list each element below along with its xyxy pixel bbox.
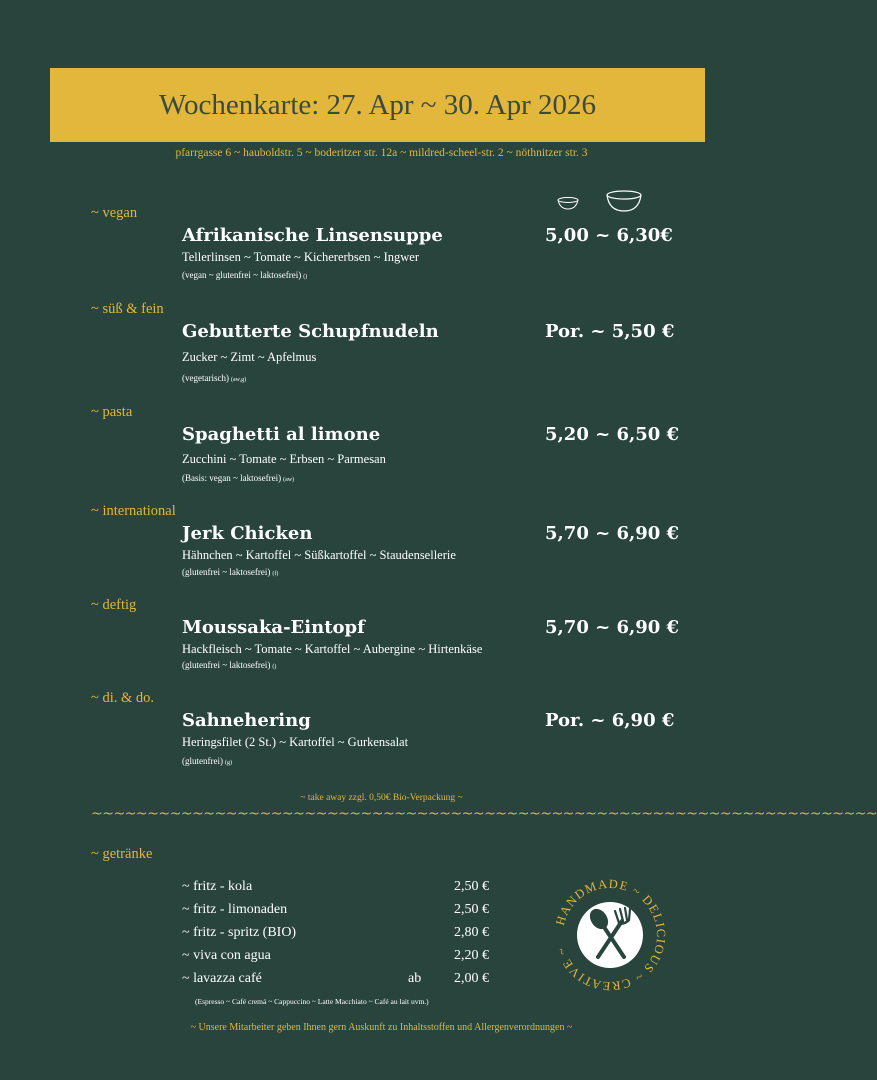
allergen-tag: (f) xyxy=(272,571,279,577)
diet-text: (glutenfrei ~ laktosefrei) xyxy=(182,660,271,670)
takeaway-note: ~ take away zzgl. 0,50€ Bio-Verpackung ~ xyxy=(300,793,463,803)
diet-text: (vegan ~ glutenfrei ~ laktosefrei) xyxy=(182,270,302,280)
drink-name: ~ viva con agua xyxy=(182,948,271,963)
small-bowl-icon xyxy=(556,196,580,212)
dish-price: Por. ~ 6,90 € xyxy=(545,710,675,731)
drink-price: 2,80 € xyxy=(454,925,489,940)
drink-price-prefix: ab xyxy=(408,971,422,986)
allergen-tag: () xyxy=(272,664,277,670)
dish-description: Heringsfilet (2 St.) ~ Kartoffel ~ Gurkensalat xyxy=(182,735,409,749)
dish-name: Afrikanische Linsensuppe xyxy=(182,225,443,246)
allergen-tag: (aw) xyxy=(283,477,295,483)
diet-text: (glutenfrei ~ laktosefrei) xyxy=(182,567,271,577)
dish-diet-note xyxy=(182,270,307,280)
drink-name: ~ lavazza café xyxy=(182,971,262,986)
page-title: Wochenkarte: 27. Apr ~ 30. Apr 2026 xyxy=(159,88,596,121)
dish-price: 5,70 ~ 6,90 € xyxy=(545,617,680,638)
dish-diet-note xyxy=(182,660,276,670)
drink-price: 2,50 € xyxy=(454,902,489,917)
handmade-logo xyxy=(548,873,672,997)
drink-price: 2,20 € xyxy=(454,948,489,963)
diet-text: (glutenfrei) xyxy=(182,756,223,766)
dish-name: Spaghetti al limone xyxy=(182,424,381,445)
tilde-divider: ~~~~~~~~~~~~~~~~~~~~~~~~~~~~~~~~~~~~~~~~~~~~~~~~~~~~~~~~~~~~~~~~~~~~~~ xyxy=(91,806,877,822)
diet-text: (Basis: vegan ~ laktosefrei) xyxy=(182,473,282,483)
drink-name: ~ fritz - limonaden xyxy=(182,902,288,917)
allergen-tag: (g) xyxy=(224,760,232,766)
drink-price: 2,00 € xyxy=(454,971,489,986)
dish-name: Gebutterte Schupfnudeln xyxy=(182,321,439,342)
dish-name: Jerk Chicken xyxy=(182,523,313,544)
drink-price: 2,50 € xyxy=(454,879,489,894)
dish-diet-note xyxy=(182,373,246,383)
category-label: ~ pasta xyxy=(91,404,133,420)
dish-price: 5,70 ~ 6,90 € xyxy=(545,523,680,544)
dish-name: Moussaka-Eintopf xyxy=(182,617,365,638)
dish-description: Zucker ~ Zimt ~ Apfelmus xyxy=(182,350,317,364)
dish-description: Hackfleisch ~ Tomate ~ Kartoffel ~ Aubergine ~ Hirtenkäse xyxy=(182,642,483,656)
dish-price: 5,20 ~ 6,50 € xyxy=(545,424,680,445)
drink-name: ~ fritz - kola xyxy=(182,879,253,894)
diet-text: (vegetarisch) xyxy=(182,373,229,383)
address-list: pfarrgasse 6 ~ hauboldstr. 5 ~ boderitzer str. 12a ~ mildred-scheel-str. 2 ~ nöthnitzer str. 3 xyxy=(175,147,588,159)
category-label: ~ international xyxy=(91,503,176,519)
dish-description: Tellerlinsen ~ Tomate ~ Kichererbsen ~ Ingwer xyxy=(182,250,419,264)
category-label: ~ deftig xyxy=(91,597,137,613)
dish-description: Hähnchen ~ Kartoffel ~ Süßkartoffel ~ Staudensellerie xyxy=(182,548,456,562)
dish-description: Zucchini ~ Tomate ~ Erbsen ~ Parmesan xyxy=(182,452,386,466)
large-bowl-icon xyxy=(605,189,643,215)
allergen-tag: (aw,g) xyxy=(230,377,247,383)
logo-ring-text: HANDMADE ~ DELICIOUS ~ CREATIVE ~ xyxy=(553,876,669,994)
title-banner xyxy=(50,68,705,142)
drinks-category-label: ~ getränke xyxy=(91,846,153,862)
dish-diet-note xyxy=(182,567,278,577)
allergen-tag: () xyxy=(303,274,308,280)
dish-price: Por. ~ 5,50 € xyxy=(545,321,675,342)
coffee-options-note: (Espresso ~ Café cremá ~ Cappuccino ~ Latte Macchiato ~ Café au lait uvm.) xyxy=(195,997,429,1006)
dish-price: 5,00 ~ 6,30€ xyxy=(545,225,673,246)
category-label: ~ vegan xyxy=(91,205,138,221)
allergen-footer-note: ~ Unsere Mitarbeiter geben Ihnen gern Auskunft zu Inhaltsstoffen und Allergenverordnungen ~ xyxy=(190,1022,573,1033)
dish-diet-note xyxy=(182,473,294,483)
dish-name: Sahnehering xyxy=(182,710,311,731)
category-label: ~ süß & fein xyxy=(91,301,164,317)
drink-name: ~ fritz - spritz (BIO) xyxy=(182,925,297,940)
category-label: ~ di. & do. xyxy=(91,690,155,706)
dish-diet-note xyxy=(182,756,232,766)
